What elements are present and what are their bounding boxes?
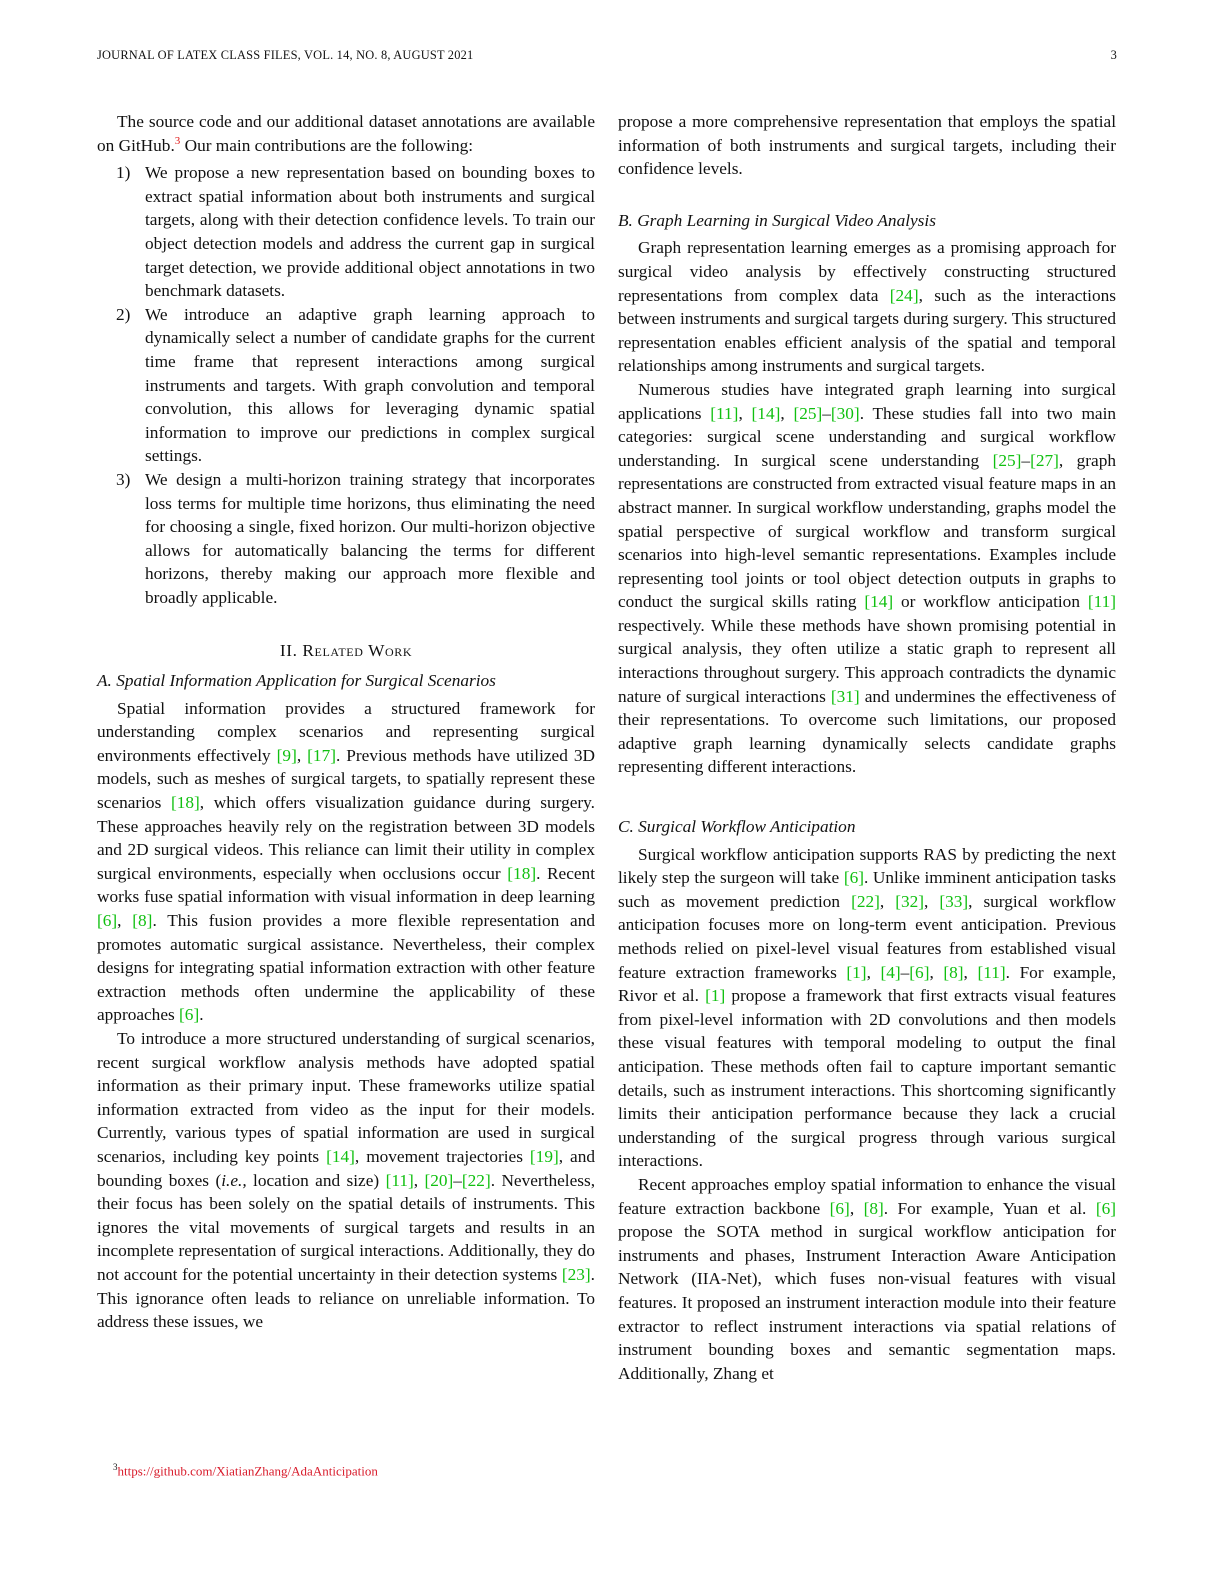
citation-link[interactable]: [8] <box>863 1198 884 1218</box>
citation-link[interactable]: [25] <box>992 450 1022 470</box>
citation-link[interactable]: [18] <box>171 793 200 813</box>
citation-link[interactable]: [8] <box>943 962 964 982</box>
github-link[interactable]: https://github.com/XiatianZhang/AdaAnticipation <box>117 1463 378 1479</box>
subsection-heading-a: A. Spatial Information Application for Surgical Scenarios <box>97 671 496 691</box>
list-item: 1) We propose a new representation based on bounding boxes to extract spatial information about both instruments and surgical targets, along with their detection confidence levels. To train our object detection models and address the current gap in surgical target detection, we provide additional object annotations in two benchmark datasets. <box>116 163 595 301</box>
citation-link[interactable]: [14] <box>751 403 781 423</box>
footnote <box>113 1462 378 1479</box>
right-column <box>618 110 1116 1385</box>
contributions-list <box>97 161 595 609</box>
paragraph: Recent approaches employ spatial information to enhance the visual feature extraction backbone [6], [8]. For example, Yuan et al. [6] propose the SOTA method in surgical workflow anticipation for instruments and phases, Instrument Interaction Aware Anticipation Network (IIA-Net), which fuses non-visual features with visual features. It proposed an instrument interaction module into their feature extractor to reflect instrument interactions via spatial relations of instrument bounding boxes and semantic segmentation maps. Additionally, Zhang et <box>618 1174 1116 1383</box>
citation-link[interactable]: [11] <box>710 403 739 423</box>
page-number: 3 <box>1110 48 1117 62</box>
citation-link[interactable]: [6] <box>909 962 930 982</box>
citation-link[interactable]: [23] <box>561 1264 591 1284</box>
citation-link[interactable]: [1] <box>846 962 867 982</box>
paragraph: Numerous studies have integrated graph learning into surgical applications [11], [14], [25]–[30]. These studies fall into two main categories: surgical scene understanding and surgical workflow understanding. In surgical scene understanding [25]–[27], graph representations are constructed from extracted visual feature maps in an abstract manner. In surgical workflow understanding, graphs model the spatial perspective of surgical workflow and transform surgical scenarios into high-level semantic representations. Examples include representing tool joints or tool object detection outputs in graphs to conduct the surgical skills rating [14] or workflow anticipation [11] respectively. While these methods have shown promising potential in surgical analysis, they often utilize a static graph to represent all interactions throughout surgery. This approach contradicts the dynamic nature of surgical interactions [31] and undermines the effectiveness of their representations. To overcome such limitations, our proposed adaptive graph learning dynamically selects candidate graphs representing different interactions. <box>618 379 1117 777</box>
paragraph: To introduce a more structured understanding of surgical scenarios, recent surgical workflow analysis methods have adopted spatial information as their primary input. These frameworks utilize spatial information extracted from video as the input for their models. Currently, various types of spatial information are used in surgical scenarios, including key points [14], movement trajectories [19], and bounding boxes (i.e., location and size) [11], [20]–[22]. Nevertheless, their focus has been solely on the spatial details of instruments. This ignores the vital movements of surgical targets and results in an incomplete representation of surgical interactions. Additionally, they do not account for the potential uncertainty in their detection systems [23]. This ignorance often leads to reliance on unreliable information. To address these issues, we <box>97 1028 596 1332</box>
paragraph: Surgical workflow anticipation supports RAS by predicting the next likely step the surgeon will take [6]. Unlike imminent anticipation tasks such as movement prediction [22], [32], [33], surgical workflow anticipation focuses more on long-term event anticipation. Previous methods relied on pixel-level visual features from established visual feature extraction frameworks [1], [4]–[6], [8], [11]. For example, Rivor et al. [1] propose a framework that first extracts visual features from pixel-level information with 2D convolutions and then models these visual features with temporal modeling to output the final anticipation. These methods often fail to capture important semantic details, such as instrument interactions. This shortcoming significantly limits their anticipation performance because they lack a crucial understanding of the surgical progress through various surgical interactions. <box>618 844 1117 1171</box>
citation-link[interactable]: [30] <box>830 403 860 423</box>
running-header <box>97 48 1117 68</box>
list-item: 3) We design a multi-horizon training strategy that incorporates loss terms for multiple time horizons, thus eliminating the need for choosing a single, fixed horizon. Our multi-horizon objective allows for automatically balancing the terms for different horizons, thereby making our approach more flexible and broadly applicable. <box>116 469 595 607</box>
subsection-heading-b: B. Graph Learning in Surgical Video Analysis <box>618 210 936 230</box>
citation-link[interactable]: [9] <box>276 745 297 765</box>
citation-link[interactable]: [31] <box>830 686 860 706</box>
paragraph: propose a more comprehensive representation that employs the spatial information of both instruments and surgical targets, including their confidence levels. <box>618 112 1116 179</box>
citation-link[interactable]: [22] <box>851 891 880 911</box>
citation-link[interactable]: [1] <box>705 986 726 1006</box>
citation-link[interactable]: [6] <box>1095 1198 1116 1218</box>
citation-link[interactable]: [27] <box>1030 450 1059 470</box>
section-heading: II. Related Work <box>279 641 413 661</box>
footnote-number: 3 <box>113 1462 118 1472</box>
citation-link[interactable]: [6] <box>829 1198 850 1218</box>
citation-link[interactable]: [6] <box>843 868 864 888</box>
citation-link[interactable]: [25] <box>793 403 823 423</box>
citation-link[interactable]: [11] <box>385 1170 414 1190</box>
list-item: 2) We introduce an adaptive graph learning approach to dynamically select a number of candidate graphs for the current time frame that represent interactions among surgical instruments and targets. With graph convolution and temporal convolution, this allows for leveraging dynamic spatial information to improve our predictions in complex surgical settings. <box>116 304 595 466</box>
citation-link[interactable]: [17] <box>307 745 336 765</box>
citation-link[interactable]: [4] <box>880 962 901 982</box>
left-column <box>97 110 595 1334</box>
citation-link[interactable]: [32] <box>895 891 924 911</box>
intro-paragraph: The source code and our additional dataset annotations are available on GitHub.$^3$ Our main contributions are the following: <box>97 112 595 155</box>
citation-link[interactable]: [11] <box>977 962 1006 982</box>
citation-link[interactable]: [8] <box>132 911 153 930</box>
paragraph: Spatial information provides a structured framework for understanding complex scenarios and representing surgical environments effectively [9], [17]. Previous methods have utilized 3D models, such as meshes of surgical targets, to spatially represent these scenarios [18], which offers visualization guidance during surgery. These approaches heavily rely on the registration between 3D models and 2D surgical videos. This reliance can limit their utility in complex surgical environments, especially when occlusions occur [18]. Recent works fuse spatial information with visual information in deep learning [6], [8]. This fusion provides a more flexible representation and promotes automatic surgical assistance. Nevertheless, their complex designs for integrating spatial information extraction with other feature extraction methods often undermine the applicability of these approaches [6]. <box>97 698 596 1025</box>
citation-link[interactable]: [14] <box>864 592 894 612</box>
citation-link[interactable]: [19] <box>529 1146 559 1166</box>
citation-link[interactable]: [33] <box>939 891 969 911</box>
citation-link[interactable]: [6] <box>179 1005 200 1025</box>
footnote-marker[interactable]: 3 <box>174 134 181 147</box>
citation-link[interactable]: [22] <box>461 1170 491 1190</box>
subsection-heading-c: C. Surgical Workflow Anticipation <box>618 817 856 837</box>
citation-link[interactable]: [20] <box>424 1170 454 1190</box>
citation-link[interactable]: [24] <box>889 285 919 305</box>
paragraph: Graph representation learning emerges as a promising approach for surgical video analysis by effectively constructing structured representations from complex data [24], such as the interactions between instruments and surgical targets during surgery. This structured representation enables efficient analysis of the spatial and temporal relationships among instruments and surgical targets. <box>618 238 1116 376</box>
citation-link[interactable]: [14] <box>326 1146 355 1166</box>
citation-link[interactable]: [6] <box>97 911 118 930</box>
citation-link[interactable]: [11] <box>1087 592 1116 612</box>
journal-title: JOURNAL OF LATEX CLASS FILES, VOL. 14, NO. 8, AUGUST 2021 <box>97 48 474 62</box>
citation-link[interactable]: [18] <box>507 863 537 883</box>
